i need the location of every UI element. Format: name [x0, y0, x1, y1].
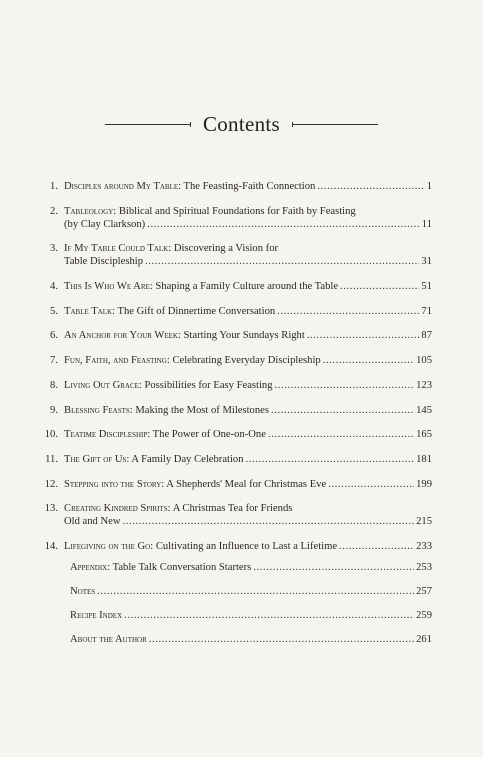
page-number: 215 [416, 516, 432, 528]
chapter-title-lead: Blessing Feasts: [64, 404, 133, 416]
chapter-title [64, 379, 273, 392]
toc-entry-body [70, 609, 432, 622]
chapter-number: 3. [50, 243, 58, 255]
toc-entry [40, 453, 432, 466]
dot-leader [340, 280, 419, 293]
toc-title-line [64, 354, 432, 367]
chapter-title-rest: The Feasting-Faith Connection [181, 181, 316, 192]
toc-entry-body [70, 585, 432, 598]
backmatter-list [70, 561, 432, 657]
chapter-title-rest: Starting Your Sundays Right [180, 330, 305, 342]
page-number: 199 [416, 478, 432, 490]
chapter-title [64, 453, 244, 466]
chapter-number: 12. [44, 478, 58, 490]
dot-leader [339, 540, 414, 553]
chapter-title-lead: About the Author [70, 633, 147, 645]
dot-leader [145, 255, 419, 268]
chapter-number: 6. [50, 330, 58, 342]
chapter-title-rest: A Family Day Celebration [129, 453, 244, 465]
dot-leader [149, 633, 414, 646]
chapter-title-continuation: Table Discipleship [64, 256, 143, 268]
toc-entry [40, 205, 432, 231]
chapter-title [70, 609, 122, 622]
toc-title-line [70, 561, 432, 574]
toc-title-line [64, 205, 432, 218]
toc-entry-body [64, 205, 432, 231]
dot-leader [97, 585, 414, 598]
chapter-title-rest: Biblical and Spiritual Foundations for Faith by Feasting [116, 205, 356, 217]
toc-entry-body [64, 242, 432, 268]
page-number: 71 [421, 305, 432, 317]
toc-entry-body [70, 633, 432, 646]
page-number: 123 [416, 379, 432, 391]
toc-title-line [64, 540, 432, 553]
page-number: 181 [416, 453, 432, 465]
chapter-title-lead: Appendix: [70, 562, 111, 573]
toc-entry-body [64, 280, 432, 293]
chapter-number: 11. [45, 453, 58, 465]
toc-entry [40, 540, 432, 553]
toc-entry-body [64, 329, 432, 342]
toc-title-line [64, 180, 432, 193]
chapter-title [64, 478, 326, 491]
chapter-title-continuation: Old and New [64, 516, 121, 528]
chapter-title [64, 404, 269, 417]
page-number: 261 [416, 633, 432, 645]
dot-leader [271, 404, 414, 417]
toc-entry-body [64, 540, 432, 553]
toc-entry [40, 502, 432, 528]
toc-entry-body [64, 404, 432, 417]
toc-entry-body [64, 428, 432, 441]
toc-title-line [64, 428, 432, 441]
chapter-title-rest: A Christmas Tea for Friends [170, 503, 293, 515]
page-number: 259 [416, 609, 432, 621]
chapter-title [64, 305, 275, 318]
chapter-title-lead: Table Talk: [64, 305, 116, 317]
toc-entry [40, 379, 432, 392]
dot-leader [328, 478, 414, 491]
dot-leader [147, 218, 420, 231]
toc-title-line [64, 329, 432, 342]
toc-entry [40, 354, 432, 367]
chapter-number: 10. [44, 429, 58, 441]
chapter-title-lead: Recipe Index [70, 609, 123, 621]
page-title: Contents [202, 112, 281, 136]
toc-entry-body [70, 561, 432, 574]
chapter-title-rest: Table Talk Conversation Starters [110, 562, 252, 573]
chapter-title-lead: Tableology: [64, 205, 117, 217]
page-number: 257 [416, 585, 432, 597]
chapter-title-rest: The Gift of Dinnertime Conversation [115, 305, 276, 317]
page-number: 145 [416, 404, 432, 416]
dot-leader [277, 305, 419, 318]
chapter-number: 2. [50, 205, 58, 217]
toc-entry-body [64, 354, 432, 367]
toc-entry [70, 609, 432, 622]
chapter-title-lead: An Anchor for Your Week: [64, 330, 181, 342]
toc-title-line [64, 515, 432, 528]
dot-leader [307, 329, 420, 342]
page-number: 31 [421, 256, 432, 268]
toc-title-line [64, 305, 432, 318]
toc-entry [40, 280, 432, 293]
chapter-title [64, 354, 321, 367]
chapter-number: 9. [50, 404, 58, 416]
chapter-number: 8. [50, 379, 58, 391]
chapter-title-lead: Disciples around My Table: [64, 181, 182, 192]
toc-entry [70, 561, 432, 574]
chapter-title-lead: Fun, Faith, and Feasting: [64, 355, 170, 367]
toc-title-line [64, 255, 432, 268]
chapter-number: 5. [50, 305, 58, 317]
chapter-title [64, 540, 337, 553]
toc-entry [40, 404, 432, 417]
toc-entry-body [64, 379, 432, 392]
dot-leader [317, 180, 424, 193]
dot-leader [268, 428, 414, 441]
toc-title-line [64, 242, 432, 255]
page-number: 105 [416, 355, 432, 367]
dot-leader [123, 515, 415, 528]
toc-entry [40, 180, 432, 193]
contents-heading-row [0, 112, 483, 137]
chapter-title-rest: Making the Most of Milestones [132, 404, 269, 416]
heading-rule-right [292, 124, 378, 125]
toc-title-line [64, 404, 432, 417]
toc-title-line [64, 280, 432, 293]
page-number: 1 [426, 181, 432, 192]
dot-leader [323, 354, 414, 367]
chapter-title-rest: Celebrating Everyday Discipleship [169, 355, 321, 367]
toc-list [40, 180, 432, 565]
toc-entry [40, 305, 432, 318]
chapter-title-rest: A Shepherds' Meal for Christmas Eve [164, 478, 327, 490]
chapter-title-rest: Possibilities for Easy Feasting [141, 379, 273, 391]
page-number: 253 [416, 562, 432, 573]
chapter-title-rest: The Power of One-on-One [150, 429, 266, 441]
toc-entry [40, 478, 432, 491]
toc-entry-body [64, 180, 432, 193]
dot-leader [253, 561, 414, 574]
chapter-title [64, 329, 305, 342]
toc-title-line [70, 609, 432, 622]
chapter-title [70, 633, 147, 646]
heading-rule-left [105, 124, 191, 125]
toc-title-line [70, 633, 432, 646]
toc-entry [40, 242, 432, 268]
toc-title-line [64, 379, 432, 392]
chapter-title-continuation: (by Clay Clarkson) [64, 218, 146, 230]
chapter-title [64, 180, 315, 193]
chapter-number: 7. [50, 355, 58, 367]
chapter-title [70, 561, 251, 574]
chapter-title-lead: If My Table Could Talk: [64, 243, 172, 255]
toc-entry [70, 585, 432, 598]
chapter-title [70, 585, 95, 598]
chapter-title-lead: This Is Who We Are: [64, 281, 153, 293]
toc-entry-body [64, 305, 432, 318]
chapter-title-lead: The Gift of Us: [64, 453, 130, 465]
toc-entry [40, 428, 432, 441]
chapter-title [64, 280, 338, 293]
toc-entry-body [64, 453, 432, 466]
dot-leader [246, 453, 415, 466]
toc-title-line [64, 478, 432, 491]
toc-title-line [64, 453, 432, 466]
chapter-number: 1. [50, 181, 58, 192]
chapter-title-lead: Notes [70, 585, 96, 597]
toc-title-line [70, 585, 432, 598]
toc-entry [70, 633, 432, 646]
toc-title-line [64, 218, 432, 231]
chapter-title-rest: Shaping a Family Culture around the Table [152, 281, 339, 293]
dot-leader [124, 609, 414, 622]
toc-entry [40, 329, 432, 342]
dot-leader [275, 379, 415, 392]
chapter-title-lead: Teatime Discipleship: [64, 429, 151, 441]
chapter-title-lead: Lifegiving on the Go: [64, 540, 154, 552]
chapter-title-lead: Creating Kindred Spirits: [64, 503, 171, 515]
chapter-number: 14. [44, 540, 58, 552]
page-number: 51 [421, 281, 432, 293]
toc-entry-body [64, 478, 432, 491]
chapter-title-rest: Cultivating an Influence to Last a Lifetime [153, 540, 338, 552]
toc-title-line [64, 502, 432, 515]
page-number: 11 [421, 218, 432, 230]
page-number: 87 [421, 330, 432, 342]
toc-entry-body [64, 502, 432, 528]
chapter-number: 13. [44, 503, 58, 515]
chapter-number: 4. [50, 281, 58, 293]
page-number: 165 [416, 429, 432, 441]
chapter-title [64, 428, 266, 441]
chapter-title-lead: Stepping into the Story: [64, 478, 165, 490]
chapter-title-rest: Discovering a Vision for [171, 243, 279, 255]
page-number: 233 [416, 540, 432, 552]
chapter-title-lead: Living Out Grace: [64, 379, 142, 391]
